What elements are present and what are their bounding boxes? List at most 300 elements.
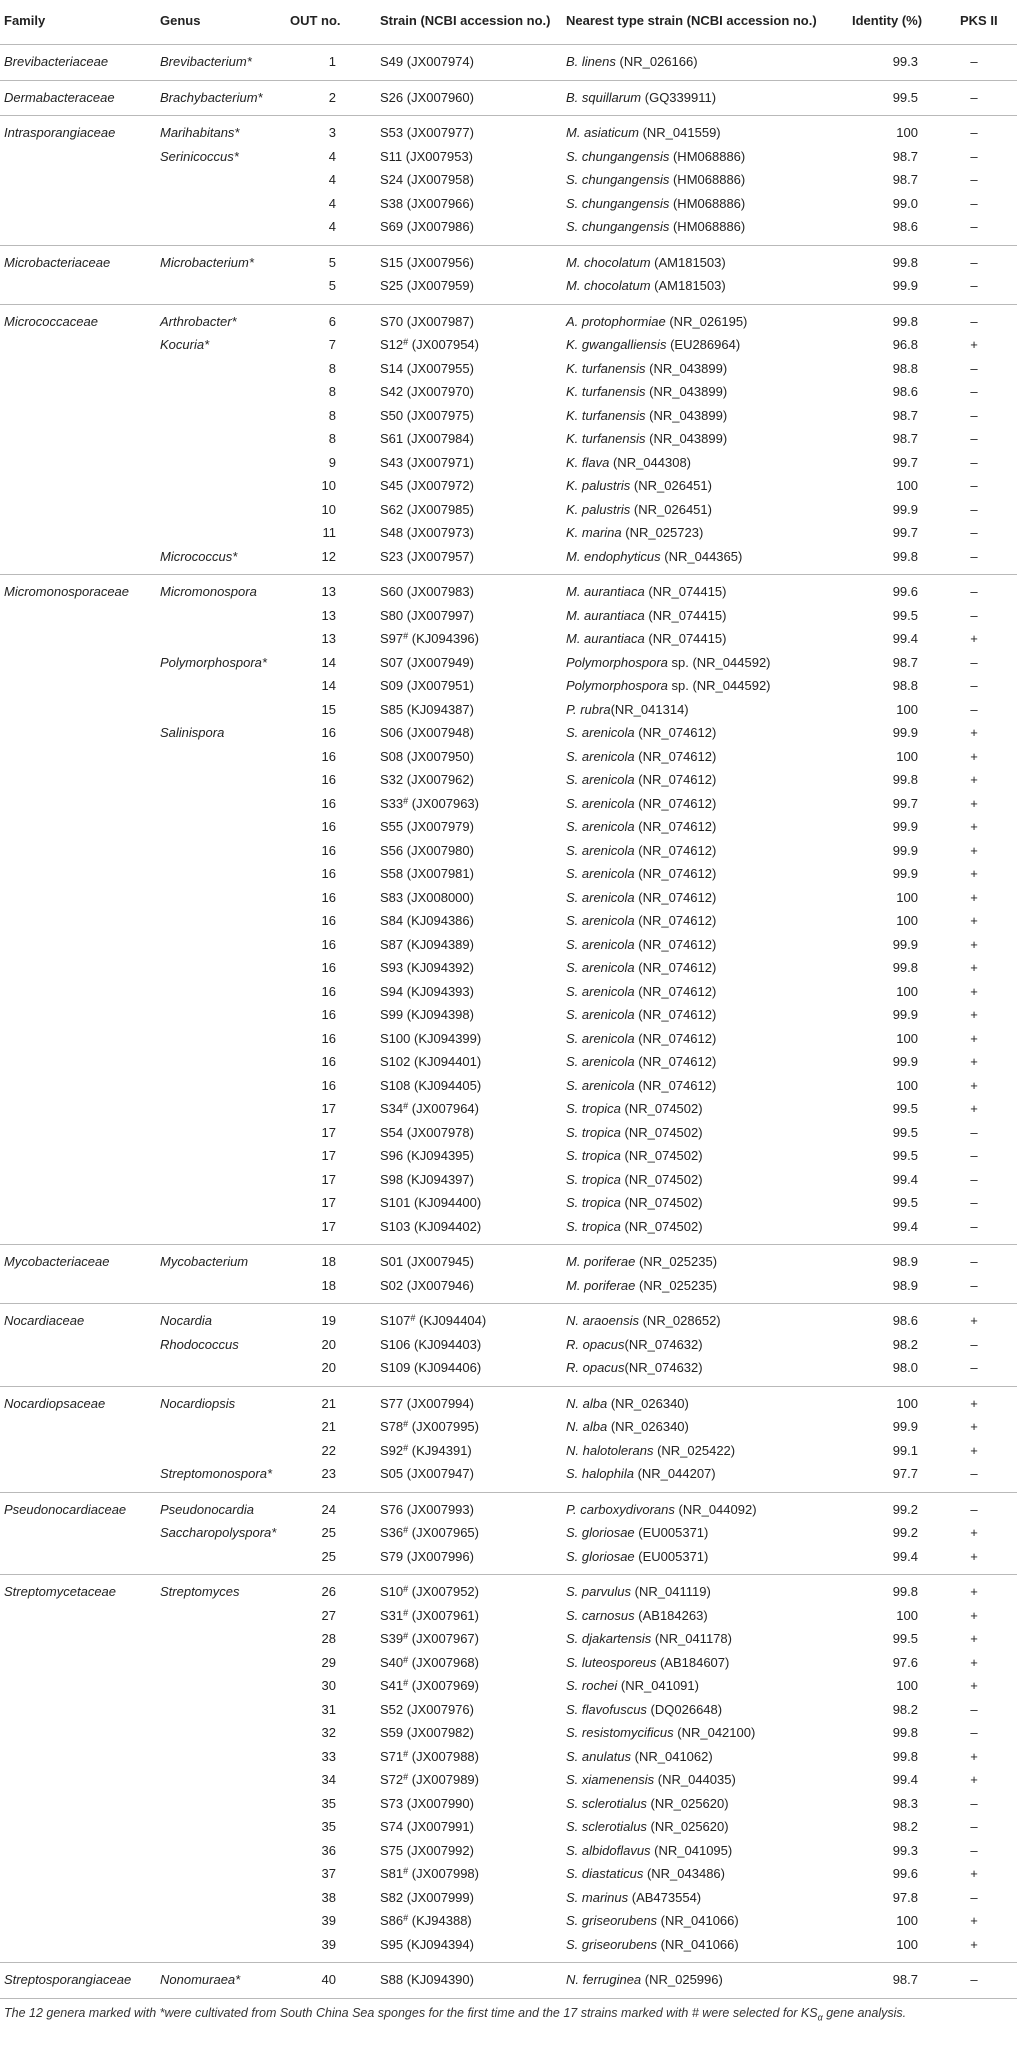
species-name: K. gwangalliensis <box>566 337 667 352</box>
table-row <box>0 521 1017 545</box>
identity-cell: 98.8 <box>892 360 918 376</box>
genus-cell: Arthrobacter* <box>160 313 237 329</box>
pks-cell: + <box>970 748 978 764</box>
table-row <box>0 1392 1017 1416</box>
strain-accession: (JX007960) <box>406 89 474 105</box>
table-row <box>0 1121 1017 1145</box>
strain-id: S78 <box>380 1419 404 1434</box>
header-genus: Genus <box>160 13 201 28</box>
table-row <box>0 1886 1017 1910</box>
table-row <box>0 1191 1017 1215</box>
species-name: M. asiaticum <box>566 125 639 140</box>
out-cell: 16 <box>321 1030 336 1046</box>
strain-accession: (JX007974) <box>406 54 474 69</box>
pks-cell: + <box>970 1584 978 1599</box>
strain-accession: (JX007973) <box>406 525 474 540</box>
type-accession: (NR_074415) <box>644 631 727 646</box>
pks-cell: + <box>970 795 978 811</box>
strain-id: S81 <box>380 1866 404 1881</box>
nearest-cell <box>566 1604 708 1628</box>
out-cell: 11 <box>322 525 336 540</box>
nearest-cell <box>566 1097 703 1121</box>
strain-cell <box>380 1968 474 1992</box>
type-accession: (AB184607) <box>656 1654 730 1670</box>
pks-cell: – <box>970 478 978 493</box>
type-accession: (NR_043899) <box>645 384 728 399</box>
strain-id: S101 <box>380 1195 411 1210</box>
type-accession: (NR_041559) <box>638 125 721 140</box>
strain-cell <box>380 1121 474 1145</box>
strain-id: S41 <box>380 1678 404 1693</box>
table-row <box>0 1627 1017 1651</box>
species-name: S. tropica <box>566 1195 621 1210</box>
strain-accession: (JX007979) <box>406 819 474 834</box>
pks-cell: – <box>970 54 978 69</box>
strain-id: S23 <box>380 548 404 564</box>
strain-id: S94 <box>380 983 404 999</box>
family-group <box>0 1304 1017 1386</box>
identity-cell: 100 <box>896 1077 918 1093</box>
family-cell: Nocardiopsaceae <box>4 1395 106 1411</box>
type-accession: (AM181503) <box>650 254 726 270</box>
identity-cell: 99.8 <box>892 1748 918 1764</box>
strain-accession: (JX007990) <box>406 1795 474 1811</box>
identity-cell: 98.9 <box>892 1254 918 1269</box>
out-cell: 8 <box>328 431 336 446</box>
strain-id: S93 <box>380 960 404 975</box>
genus-cell: Polymorphospora* <box>160 654 267 670</box>
pks-cell: – <box>970 607 978 623</box>
strain-id: S87 <box>380 936 404 952</box>
strain-accession: (JX007951) <box>406 678 474 693</box>
table-row <box>0 1462 1017 1486</box>
nearest-cell <box>566 768 716 792</box>
table-row <box>0 1144 1017 1168</box>
species-name: K. turfanensis <box>566 360 646 376</box>
table-footnote <box>0 1999 1017 2023</box>
family-group <box>0 575 1017 1244</box>
strain-id: S50 <box>380 407 404 423</box>
out-cell: 16 <box>321 1007 336 1022</box>
pks-cell: – <box>970 1466 978 1481</box>
family-cell: Intrasporangiaceae <box>4 125 116 140</box>
family-group <box>0 116 1017 245</box>
species-name: M. poriferae <box>566 1254 636 1269</box>
table-row <box>0 1674 1017 1698</box>
strain-id: S42 <box>380 384 404 399</box>
out-cell: 16 <box>321 936 336 952</box>
identity-cell: 100 <box>896 1913 918 1928</box>
strain-id: S54 <box>380 1124 404 1140</box>
nearest-cell <box>566 698 689 722</box>
identity-cell: 99.9 <box>892 501 918 517</box>
pks-cell: – <box>970 525 978 540</box>
strain-cell <box>380 1168 474 1192</box>
strain-cell <box>380 1651 479 1675</box>
strain-cell <box>380 627 479 651</box>
table-row <box>0 627 1017 651</box>
out-cell: 28 <box>321 1631 336 1646</box>
strain-id: S33 <box>380 795 404 811</box>
nearest-cell <box>566 1886 701 1910</box>
strain-id: S31 <box>380 1607 404 1623</box>
table-row <box>0 1651 1017 1675</box>
strain-accession: (KJ094399) <box>414 1030 482 1046</box>
strain-id: S95 <box>380 1936 404 1952</box>
genus-cell: Marihabitans* <box>160 125 240 140</box>
strain-cell <box>380 1250 474 1274</box>
type-accession: (NR_044207) <box>633 1466 716 1481</box>
strain-cell <box>380 427 474 451</box>
identity-cell: 99.4 <box>892 1218 918 1234</box>
identity-cell: 99.3 <box>892 1842 918 1858</box>
pks-cell: + <box>970 1607 978 1623</box>
out-cell: 23 <box>321 1466 336 1481</box>
nearest-cell <box>566 192 745 216</box>
strain-cell <box>380 333 479 357</box>
header-nearest: Nearest type strain (NCBI accession no.) <box>566 13 817 28</box>
strain-accession: (JX007957) <box>406 548 474 564</box>
identity-cell: 98.6 <box>892 219 918 234</box>
type-accession: (NR_042100) <box>673 1725 756 1740</box>
table-row <box>0 1745 1017 1769</box>
genus-cell: Salinispora <box>160 725 225 740</box>
strain-cell <box>380 1768 479 1792</box>
strain-id: S69 <box>380 219 404 234</box>
strain-id: S79 <box>380 1548 404 1564</box>
table-row <box>0 1968 1017 1992</box>
out-cell: 13 <box>321 607 336 623</box>
out-cell: 15 <box>321 701 336 717</box>
strain-mark: # <box>403 1631 409 1641</box>
table-row <box>0 1309 1017 1333</box>
table-row <box>0 1721 1017 1745</box>
nearest-cell <box>566 1144 703 1168</box>
table-row <box>0 333 1017 357</box>
genus-cell: Microbacterium* <box>160 254 254 270</box>
table-body <box>0 45 1017 1999</box>
pks-cell: – <box>970 1277 978 1293</box>
strain-accession: (KJ094403) <box>414 1336 482 1352</box>
strain-accession: (JX007992) <box>406 1842 474 1858</box>
pks-cell: – <box>970 1889 978 1905</box>
pks-cell: + <box>970 1030 978 1046</box>
type-accession: (AB473554) <box>628 1889 702 1905</box>
family-group <box>0 81 1017 116</box>
species-name: S. chungangensis <box>566 172 670 187</box>
strain-mark: # <box>403 1866 409 1876</box>
strain-id: S88 <box>380 1972 404 1987</box>
nearest-cell <box>566 1309 721 1333</box>
pks-cell: – <box>970 1819 978 1834</box>
out-cell: 6 <box>328 313 336 329</box>
genus-cell: Saccharopolyspora* <box>160 1525 277 1540</box>
nearest-cell <box>566 1698 722 1722</box>
species-name: S. parvulus <box>566 1584 632 1599</box>
nearest-cell <box>566 451 691 475</box>
identity-cell: 98.6 <box>892 1313 918 1328</box>
type-accession: (NR_074612) <box>634 1030 717 1046</box>
pks-cell: – <box>970 125 978 140</box>
nearest-cell <box>566 1745 713 1769</box>
strain-cell <box>380 1862 479 1886</box>
species-name: S. arenicola <box>566 819 635 834</box>
out-cell: 16 <box>321 960 336 975</box>
nearest-cell <box>566 674 771 698</box>
species-name: M. chocolatum <box>566 254 651 270</box>
strain-id: S08 <box>380 748 404 764</box>
table-row <box>0 1274 1017 1298</box>
strain-accession: (KJ094386) <box>406 913 474 928</box>
strain-id: S52 <box>380 1701 404 1717</box>
table-row <box>0 956 1017 980</box>
pks-cell: + <box>970 1748 978 1764</box>
strain-id: S109 <box>380 1360 411 1375</box>
strain-id: S106 <box>380 1336 411 1352</box>
table-row <box>0 498 1017 522</box>
identity-cell: 98.2 <box>892 1819 918 1834</box>
strain-id: S75 <box>380 1842 404 1858</box>
type-accession: (DQ026648) <box>646 1701 723 1717</box>
species-name: S. arenicola <box>566 960 635 975</box>
family-group <box>0 1493 1017 1575</box>
table-row <box>0 1074 1017 1098</box>
out-cell: 37 <box>321 1866 336 1881</box>
nearest-cell <box>566 1050 716 1074</box>
strain-id: S73 <box>380 1795 404 1811</box>
strain-accession: (JX007955) <box>406 360 474 376</box>
type-accession: (NR_044092) <box>674 1501 757 1517</box>
pks-cell: – <box>970 278 978 293</box>
strain-accession: (JX007954) <box>411 337 479 352</box>
identity-cell: 97.6 <box>892 1654 918 1670</box>
identity-cell: 99.6 <box>892 584 918 599</box>
type-accession: (NR_041314) <box>610 701 689 717</box>
nearest-cell <box>566 274 726 298</box>
identity-cell: 99.4 <box>892 1772 918 1787</box>
strain-accession: (KJ94388) <box>411 1913 472 1928</box>
strain-id: S24 <box>380 172 404 187</box>
strain-cell <box>380 745 474 769</box>
strain-cell <box>380 1839 474 1863</box>
strain-cell <box>380 1933 474 1957</box>
strain-accession: (JX007953) <box>405 148 474 164</box>
strain-cell <box>380 1462 474 1486</box>
species-name: S. luteosporeus <box>566 1654 657 1670</box>
identity-cell: 100 <box>896 701 918 717</box>
identity-cell: 98.7 <box>892 172 918 187</box>
strain-mark: # <box>403 1607 409 1618</box>
species-name: N. alba <box>566 1419 608 1434</box>
pks-cell: + <box>970 1313 978 1328</box>
strain-accession: (KJ094401) <box>414 1054 482 1069</box>
strain-id: S80 <box>380 607 404 623</box>
genus-cell: Nocardia <box>160 1313 213 1328</box>
header-out: OUT no. <box>290 13 341 28</box>
identity-cell: 99.4 <box>892 1548 918 1564</box>
species-name: K. turfanensis <box>566 384 646 399</box>
type-accession: (NR_074612) <box>634 913 717 928</box>
species-name: S. sclerotialus <box>566 1819 647 1834</box>
strain-accession: (JX007976) <box>406 1701 474 1717</box>
species-name: S. djakartensis <box>566 1631 652 1646</box>
out-cell: 16 <box>321 795 336 811</box>
identity-cell: 100 <box>896 478 918 493</box>
strain-id: S53 <box>380 125 404 140</box>
out-cell: 26 <box>321 1584 336 1599</box>
identity-cell: 99.4 <box>892 631 918 646</box>
species-name: S. diastaticus <box>566 1866 644 1881</box>
nearest-cell <box>566 121 721 145</box>
nearest-cell <box>566 145 745 169</box>
table-row <box>0 745 1017 769</box>
species-name: S. arenicola <box>566 748 635 764</box>
strain-cell <box>380 1545 474 1569</box>
strain-mark: # <box>403 337 409 347</box>
strain-cell <box>380 251 474 275</box>
table-row <box>0 1909 1017 1933</box>
family-group <box>0 246 1017 304</box>
type-accession: (NR_074612) <box>634 1077 717 1093</box>
identity-cell: 99.0 <box>892 195 918 211</box>
pks-cell: – <box>970 1360 978 1375</box>
strain-id: S43 <box>380 454 404 470</box>
nearest-cell <box>566 1250 717 1274</box>
out-cell: 40 <box>321 1972 336 1987</box>
table-row <box>0 1545 1017 1569</box>
out-cell: 5 <box>328 278 336 293</box>
species-name: B. linens <box>566 54 616 69</box>
table-row <box>0 862 1017 886</box>
identity-cell: 100 <box>896 913 918 928</box>
type-accession: (NR_041119) <box>631 1584 711 1599</box>
table-row <box>0 980 1017 1004</box>
out-cell: 27 <box>321 1607 336 1623</box>
identity-cell: 100 <box>896 125 918 140</box>
table-row <box>0 1027 1017 1051</box>
pks-cell: + <box>970 1007 978 1022</box>
species-name: S. rochei <box>566 1678 618 1693</box>
strain-accession: (JX007989) <box>411 1772 479 1787</box>
out-cell: 31 <box>321 1701 336 1717</box>
species-name: K. marina <box>566 525 622 540</box>
type-accession: (EU286964) <box>666 337 741 352</box>
strain-cell <box>380 1309 486 1333</box>
strain-cell <box>380 1721 474 1745</box>
out-cell: 10 <box>321 501 336 517</box>
species-name: S. halophila <box>566 1466 634 1481</box>
pks-cell: – <box>970 384 978 399</box>
strain-accession: (JX007988) <box>411 1748 479 1764</box>
table-row <box>0 604 1017 628</box>
pks-cell: – <box>970 148 978 164</box>
pks-cell: – <box>970 548 978 564</box>
nearest-cell <box>566 627 726 651</box>
strain-accession: (KJ094389) <box>406 936 474 952</box>
nearest-cell <box>566 86 716 110</box>
type-accession: (NR_028652) <box>638 1313 721 1328</box>
strain-accession: (JX007963) <box>411 795 479 811</box>
type-accession: (NR_026340) <box>607 1395 689 1411</box>
strain-accession: (JX007996) <box>406 1548 474 1564</box>
strain-accession: (JX007972) <box>406 478 474 493</box>
identity-cell: 99.7 <box>892 454 918 470</box>
pks-cell: + <box>970 913 978 928</box>
strain-id: S92 <box>380 1442 404 1458</box>
strain-id: S85 <box>380 701 404 717</box>
table-row <box>0 427 1017 451</box>
nearest-cell <box>566 909 716 933</box>
table-row <box>0 651 1017 675</box>
table-row <box>0 86 1017 110</box>
species-name: S. resistomycificus <box>566 1725 674 1740</box>
type-accession: (NR_074612) <box>634 960 717 975</box>
pks-cell: – <box>970 1148 978 1163</box>
strain-mark: # <box>403 631 409 641</box>
strain-accession: (JX007966) <box>406 195 474 211</box>
nearest-cell <box>566 1968 723 1992</box>
type-accession: (NR_026451) <box>630 501 712 517</box>
species-name: P. rubra <box>566 701 611 717</box>
pks-cell: + <box>970 337 978 352</box>
strain-accession: (KJ094392) <box>406 960 474 975</box>
identity-cell: 99.5 <box>892 1148 918 1163</box>
table-row <box>0 768 1017 792</box>
footnote-text-end: gene analysis. <box>822 2005 907 2020</box>
table-row <box>0 1003 1017 1027</box>
out-cell: 33 <box>321 1748 336 1764</box>
strain-accession: (JX007994) <box>406 1395 474 1411</box>
type-accession: (NR_074415) <box>644 607 727 623</box>
table-row <box>0 404 1017 428</box>
nearest-cell <box>566 251 726 275</box>
family-cell: Micrococcaceae <box>4 313 98 329</box>
strain-accession: (JX007986) <box>406 219 474 234</box>
nearest-cell <box>566 1545 708 1569</box>
table-row <box>0 310 1017 334</box>
species-name: M. aurantiaca <box>566 631 645 646</box>
type-accession: (EU005371) <box>634 1525 709 1540</box>
strain-accession: (JX007962) <box>406 772 474 787</box>
out-cell: 16 <box>321 866 336 881</box>
species-name: S. xiamenensis <box>566 1772 655 1787</box>
identity-cell: 99.9 <box>892 725 918 740</box>
nearest-cell <box>566 1651 729 1675</box>
identity-cell: 99.9 <box>892 1007 918 1022</box>
out-cell: 16 <box>321 983 336 999</box>
species-name: K. turfanensis <box>566 431 646 446</box>
species-name: S. gloriosae <box>566 1548 635 1564</box>
out-cell: 16 <box>321 748 336 764</box>
pks-cell: + <box>970 842 978 858</box>
strain-cell <box>380 1792 474 1816</box>
identity-cell: 100 <box>896 748 918 764</box>
pks-cell: + <box>970 1077 978 1093</box>
out-cell: 17 <box>321 1148 336 1163</box>
strain-accession: (JX007997) <box>406 607 474 623</box>
table-header <box>0 0 1017 44</box>
strain-id: S96 <box>380 1148 404 1163</box>
nearest-cell <box>566 1215 703 1239</box>
table-row <box>0 474 1017 498</box>
strain-accession: (JX007959) <box>406 278 474 293</box>
out-cell: 16 <box>321 889 336 905</box>
strain-cell <box>380 792 479 816</box>
strain-mark: # <box>403 795 409 806</box>
strain-cell <box>380 404 474 428</box>
strain-cell <box>380 1191 481 1215</box>
nearest-cell <box>566 1392 689 1416</box>
